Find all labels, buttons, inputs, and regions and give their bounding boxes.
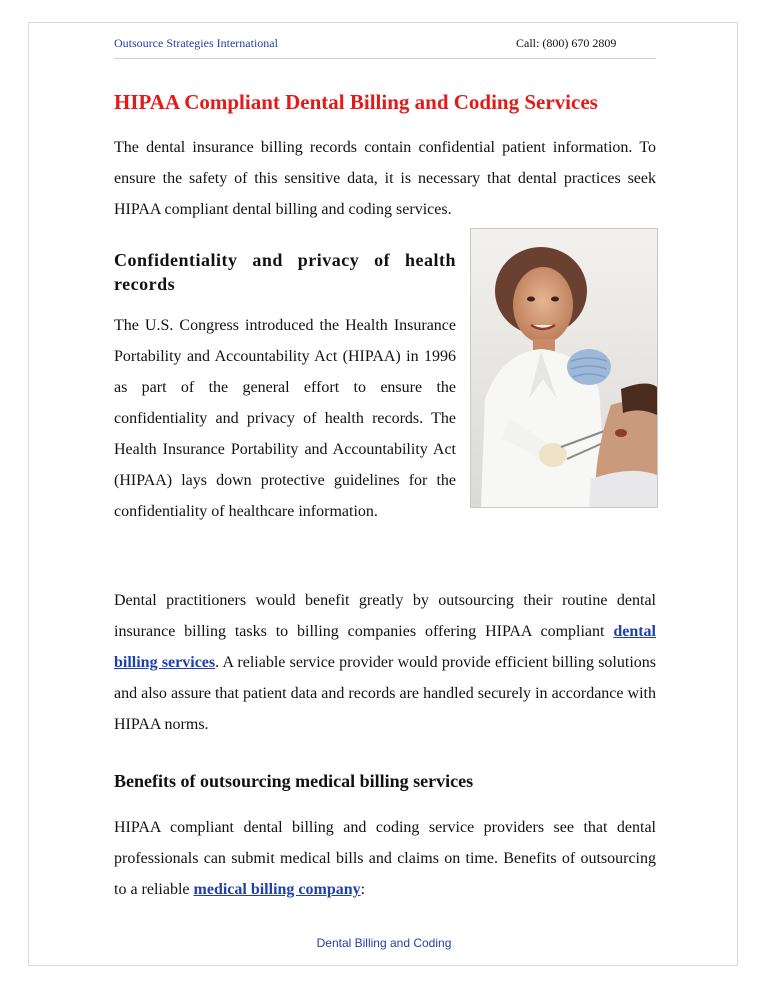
- intro-paragraph: The dental insurance billing records contain confidential patient information. To ensure the safety of this sensitive data, it is necessary that dental practices seek HIPAA compliant dental billing and coding services.: [114, 139, 656, 218]
- header-org: Outsource Strategies International: [114, 36, 278, 50]
- dental-billing-services-link[interactable]: dental billing services: [114, 623, 656, 671]
- page-title: HIPAA Compliant Dental Billing and Coding Services: [114, 90, 598, 114]
- header-phone: Call: (800) 670 2809: [516, 36, 617, 50]
- section2-heading: Benefits of outsourcing medical billing services: [114, 771, 474, 791]
- benefits-paragraph: [114, 812, 656, 905]
- outsourcing-paragraph: [114, 585, 656, 740]
- dentist-photo: [470, 228, 658, 508]
- benefits-text-before: HIPAA compliant dental billing and coding service providers see that dental professionals can submit medical bills and claims on time. Benefits of outsourcing to a reliable: [114, 819, 656, 898]
- section1-heading: Confidentiality and privacy of health records: [114, 250, 456, 294]
- page-footer: Dental Billing and Coding: [316, 936, 452, 950]
- header-divider: [114, 58, 656, 59]
- benefits-text-after: :: [360, 881, 366, 898]
- section1-paragraph: The U.S. Congress introduced the Health Insurance Portability and Accountability Act (HIPAA) in 1996 as part of the general effort to ensure the confidentiality and privacy of health records. The Health Insurance Portability and Accountability Act (HIPAA) lays down protective guidelines for the confidentiality of healthcare information.: [114, 317, 456, 520]
- dentist-photo-icon: [471, 229, 657, 507]
- outsourcing-text-after: . A reliable service provider would provide efficient billing solutions and also assure that patient data and records are handled securely in accordance with HIPAA norms.: [114, 654, 656, 733]
- medical-billing-company-link[interactable]: medical billing company: [193, 881, 361, 898]
- outsourcing-text-before: Dental practitioners would benefit greatly by outsourcing their routine dental insurance billing tasks to billing companies offering HIPAA compliant: [114, 592, 656, 640]
